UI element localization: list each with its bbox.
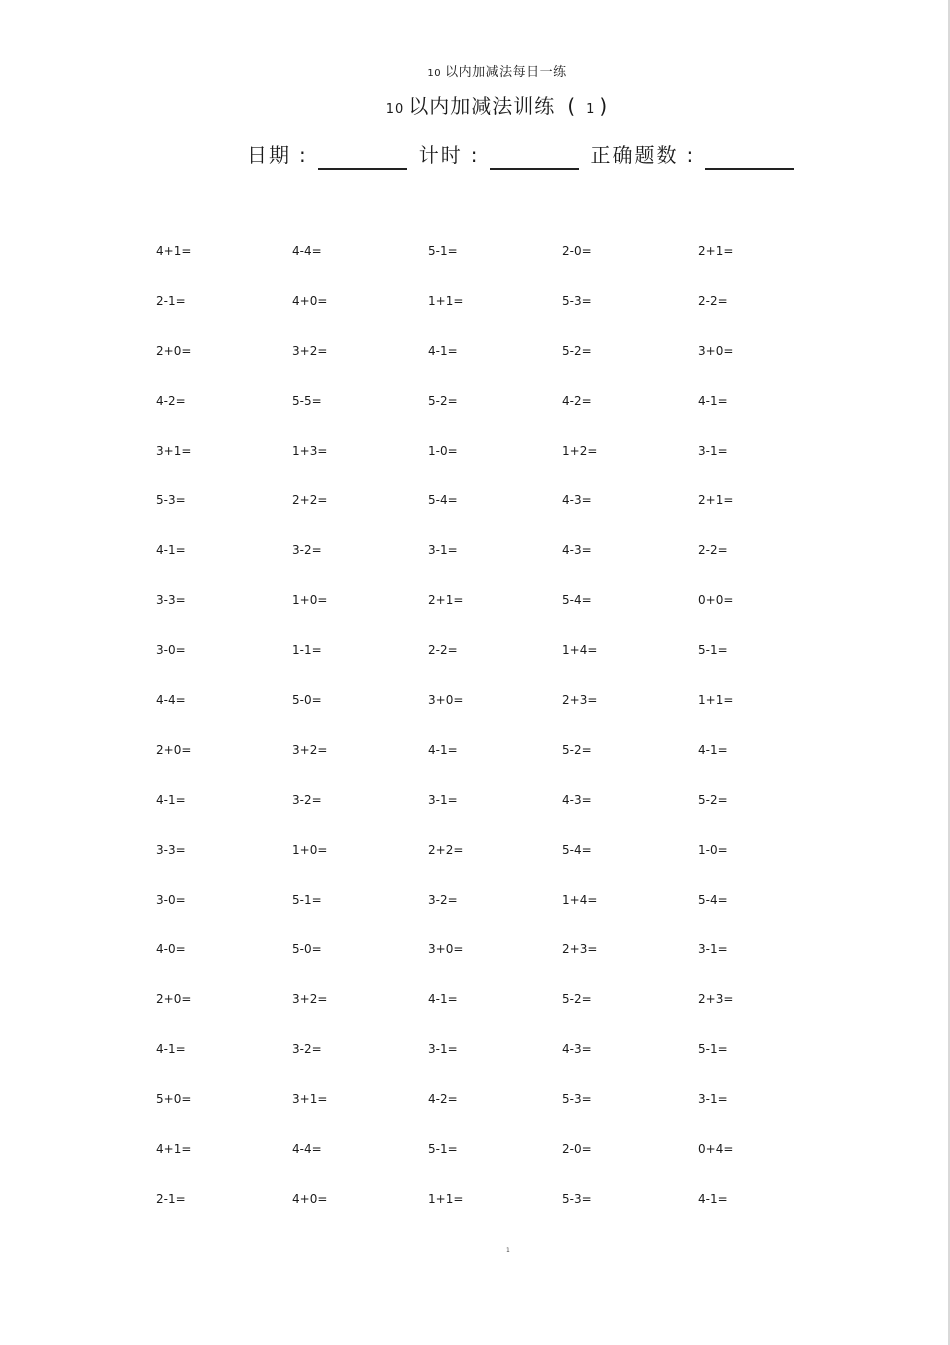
problem-item: 4-4=: [292, 1142, 322, 1157]
problem-item: 5-2=: [562, 343, 592, 358]
problem-item: 1+1=: [698, 693, 734, 708]
problem-item: 3+2=: [292, 742, 328, 757]
problem-item: 4-3=: [562, 1042, 592, 1057]
problem-item: 3-1=: [428, 792, 458, 807]
problem-item: 2-1=: [156, 293, 186, 308]
problem-item: 5-0=: [292, 942, 322, 957]
problem-item: 2+2=: [292, 493, 328, 508]
problem-item: 4-0=: [156, 942, 186, 957]
problem-row: [0, 493, 950, 543]
problem-item: 3+0=: [428, 693, 464, 708]
problem-item: 3-1=: [428, 1042, 458, 1057]
problem-item: 4-2=: [428, 1092, 458, 1107]
page-number: 1: [506, 1247, 510, 1254]
problem-item: 4-4=: [292, 244, 322, 258]
problem-item: 4-1=: [428, 742, 458, 757]
problem-item: 1+0=: [292, 842, 328, 857]
problem-item: 3-0=: [156, 892, 186, 907]
problem-item: 2+3=: [698, 992, 734, 1007]
problem-item: 4+1=: [156, 244, 192, 258]
problem-row: [0, 394, 950, 444]
problem-item: 3-1=: [698, 443, 728, 458]
problem-grid: [0, 244, 950, 1242]
problem-row: [0, 643, 950, 693]
problem-item: 5-2=: [562, 992, 592, 1007]
problem-item: 3+0=: [698, 343, 734, 358]
problem-item: 5-5=: [292, 393, 322, 408]
problem-row: [0, 843, 950, 893]
problem-item: 3-1=: [698, 942, 728, 957]
problem-item: 3-2=: [292, 792, 322, 807]
info-row: [247, 138, 806, 168]
problem-item: 1+2=: [562, 443, 598, 458]
problem-item: 4-2=: [156, 393, 186, 408]
problem-item: 1+3=: [292, 443, 328, 458]
problem-item: 3+1=: [156, 443, 192, 458]
problem-item: 3+2=: [292, 343, 328, 358]
title-open-paren: (: [567, 94, 577, 118]
problem-item: 5-2=: [562, 742, 592, 757]
problem-item: 5-1=: [292, 892, 322, 907]
date-label: 日期: [247, 143, 291, 167]
problem-item: 5-0=: [292, 693, 322, 708]
problem-item: 5-1=: [428, 244, 458, 258]
problem-item: 5-3=: [156, 493, 186, 508]
problem-item: 4-3=: [562, 543, 592, 558]
problem-item: 4-3=: [562, 493, 592, 508]
problem-row: [0, 1192, 950, 1242]
problem-item: 2-0=: [562, 244, 592, 258]
problem-item: 4-1=: [428, 343, 458, 358]
problem-row: [0, 942, 950, 992]
problem-item: 3+0=: [428, 942, 464, 957]
problem-item: 2+3=: [562, 693, 598, 708]
problem-item: 2-2=: [698, 543, 728, 558]
problem-item: 4-1=: [698, 1191, 728, 1206]
running-header: [0, 61, 950, 80]
correct-count-colon: :: [686, 143, 696, 167]
problem-item: 1+4=: [562, 643, 598, 658]
problem-item: 4+0=: [292, 1191, 328, 1206]
problem-row: [0, 344, 950, 394]
problem-row: [0, 793, 950, 843]
problem-item: 1+4=: [562, 892, 598, 907]
title-close-paren: ): [599, 94, 609, 118]
problem-item: 3-3=: [156, 842, 186, 857]
problem-row: [0, 294, 950, 344]
running-header-number: 10: [427, 68, 442, 79]
problem-item: 3+1=: [292, 1092, 328, 1107]
problem-item: 5-3=: [562, 293, 592, 308]
problem-item: 4-3=: [562, 792, 592, 807]
problem-item: 0+0=: [698, 593, 734, 608]
problem-item: 4-1=: [156, 792, 186, 807]
problem-row: [0, 893, 950, 943]
problem-row: [0, 444, 950, 494]
problem-item: 2-0=: [562, 1142, 592, 1157]
time-label: 计时: [418, 143, 463, 167]
title-index: 1: [586, 102, 596, 117]
problem-item: 5-1=: [428, 1142, 458, 1157]
problem-item: 5-3=: [562, 1191, 592, 1206]
problem-row: [0, 743, 950, 793]
problem-item: 5-2=: [428, 393, 458, 408]
problem-row: [0, 1142, 950, 1192]
problem-item: 1-0=: [698, 842, 728, 857]
problem-item: 3-1=: [428, 543, 458, 558]
problem-row: [0, 693, 950, 743]
problem-item: 5-1=: [698, 1042, 728, 1057]
problem-item: 2-2=: [698, 293, 728, 308]
page-title: [0, 90, 950, 119]
problem-item: 3-1=: [698, 1092, 728, 1107]
problem-item: 1-1=: [292, 643, 322, 658]
problem-item: 3-2=: [292, 1042, 322, 1057]
problem-item: 2+1=: [698, 244, 734, 258]
problem-item: 5-4=: [698, 892, 728, 907]
problem-item: 2-2=: [428, 643, 458, 658]
problem-item: 4-1=: [156, 1042, 186, 1057]
title-text: 以内加减法训练: [408, 94, 556, 118]
problem-item: 3-3=: [156, 593, 186, 608]
problem-item: 5-4=: [562, 842, 592, 857]
problem-row: [0, 543, 950, 593]
problem-item: 2+1=: [428, 593, 464, 608]
problem-item: 3-0=: [156, 643, 186, 658]
problem-item: 2+0=: [156, 992, 192, 1007]
date-colon: :: [299, 143, 308, 167]
problem-item: 4+1=: [156, 1142, 192, 1157]
problem-item: 3-2=: [292, 543, 322, 558]
problem-item: 2+0=: [156, 742, 192, 757]
problem-item: 4-4=: [156, 693, 186, 708]
problem-item: 5-4=: [428, 493, 458, 508]
title-number: 10: [385, 102, 405, 117]
problem-row: [0, 244, 950, 294]
problem-item: 0+4=: [698, 1142, 734, 1157]
problem-item: 1+1=: [428, 293, 464, 308]
problem-item: 5+0=: [156, 1092, 192, 1107]
problem-row: [0, 992, 950, 1042]
problem-item: 4+0=: [292, 293, 328, 308]
problem-row: [0, 1092, 950, 1142]
problem-item: 5-3=: [562, 1092, 592, 1107]
problem-item: 3-2=: [428, 892, 458, 907]
problem-row: [0, 593, 950, 643]
correct-count-label: 正确题数: [590, 143, 679, 167]
problem-item: 1+1=: [428, 1191, 464, 1206]
problem-item: 4-1=: [428, 992, 458, 1007]
problem-item: 5-2=: [698, 792, 728, 807]
running-header-text: 以内加减法每日一练: [445, 65, 567, 80]
problem-item: 2+0=: [156, 343, 192, 358]
time-blank-field[interactable]: [490, 146, 579, 170]
time-colon: :: [470, 143, 480, 167]
correct-count-blank-field[interactable]: [705, 146, 794, 170]
problem-item: 5-4=: [562, 593, 592, 608]
problem-item: 1+0=: [292, 593, 328, 608]
problem-item: 1-0=: [428, 443, 458, 458]
problem-item: 3+2=: [292, 992, 328, 1007]
problem-item: 4-1=: [698, 742, 728, 757]
problem-item: 2+3=: [562, 942, 598, 957]
problem-item: 4-2=: [562, 393, 592, 408]
problem-item: 2+2=: [428, 842, 464, 857]
date-blank-field[interactable]: [318, 146, 407, 170]
problem-item: 4-1=: [698, 393, 728, 408]
problem-item: 4-1=: [156, 543, 186, 558]
problem-item: 2-1=: [156, 1191, 186, 1206]
problem-row: [0, 1042, 950, 1092]
problem-item: 5-1=: [698, 643, 728, 658]
problem-item: 2+1=: [698, 493, 734, 508]
